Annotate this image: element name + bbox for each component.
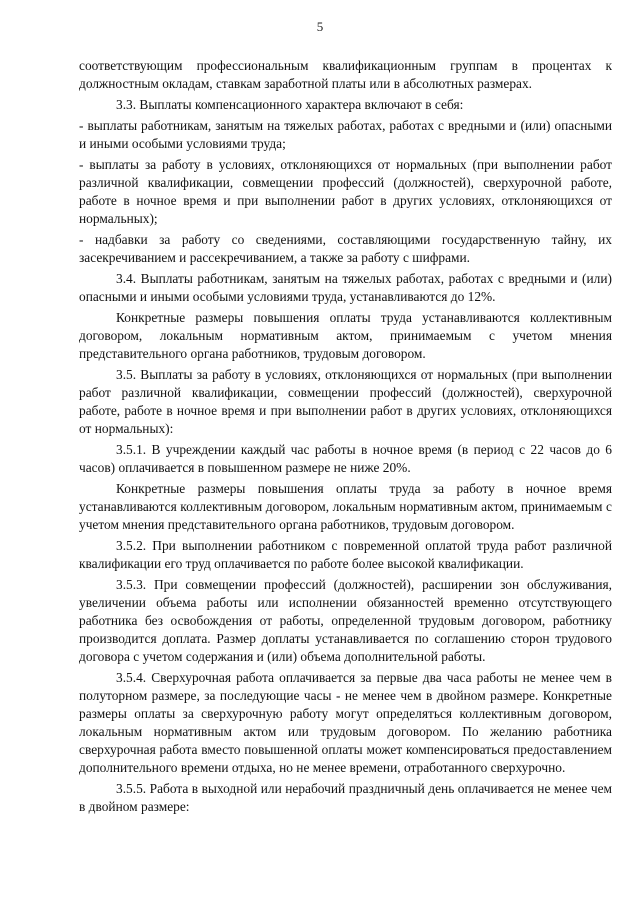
bullet-item: - выплаты за работу в условиях, отклоняющихся от нормальных (при выполнении работ различной квалификации, совмещении профессий (должностей), сверхурочной работе, работе в ночное время и при выполнении работ в других условиях, отклоняющихся от нормальных); [79,157,612,226]
bullet-item: - надбавки за работу со сведениями, составляющими государственную тайну, их засекречиванием и рассекречиванием, а также за работу с шифрами. [79,232,612,265]
paragraph-3-4: 3.4. Выплаты работникам, занятым на тяжелых работах, работах с вредными и (или) опасными и иными особыми условиями труда, устанавливаются до 12%. [79,271,612,304]
paragraph-3-5: 3.5. Выплаты за работу в условиях, отклоняющихся от нормальных (при выполнении работ различной квалификации, совмещении профессий (должностей), сверхурочной работе, работе в ночное время и при выполнении работ в других условиях, отклоняющихся от нормальных): [79,367,612,436]
document-body [79,57,612,819]
paragraph-3-5-2: 3.5.2. При выполнении работником с повременной оплатой труда работ различной квалификации его труд оплачивается по работе более высокой квалификации. [79,538,612,571]
page-number: 5 [316,19,324,34]
bullet-item: - выплаты работникам, занятым на тяжелых работах, работах с вредными и (или) опасными и иными особыми условиями труда; [79,118,612,151]
paragraph-3-3: 3.3. Выплаты компенсационного характера включают в себя: [116,97,464,112]
paragraph-3-5-3: 3.5.3. При совмещении профессий (должностей), расширении зон обслуживания, увеличении объема работы или исполнении обязанностей временно отсутствующего работника без освобождения от работы, определенной трудовым договором, работнику производится доплата. Размер доплаты устанавливается по соглашению сторон трудового договора с учетом содержания и (или) объема дополнительной работы. [79,577,612,664]
paragraph-3-5-4: 3.5.4. Сверхурочная работа оплачивается за первые два часа работы не менее чем в полуторном размере, за последующие часы - не менее чем в двойном размере. Конкретные размеры оплаты за сверхурочную работу могут определяться коллективным договором, локальным нормативным актом или трудовым договором. По желанию работника сверхурочная работа вместо повышенной оплаты может компенсироваться предоставлением дополнительного времени отдыха, но не менее времени, отработанного сверхурочно. [79,670,612,775]
paragraph: Конкретные размеры повышения оплаты труда за работу в ночное время устанавливаются коллективным договором, локальным нормативным актом, принимаемым с учетом мнения представительного органа работников, трудовым договором. [79,481,612,532]
paragraph: Конкретные размеры повышения оплаты труда устанавливаются коллективным договором, локальным нормативным актом, принимаемым с учетом мнения представительного органа работников, трудовым договором. [79,310,612,361]
paragraph-continuation: соответствующим профессиональным квалификационным группам в процентах к должностным окладам, ставкам заработной платы или в абсолютных размерах. [79,58,612,91]
paragraph-3-5-5: 3.5.5. Работа в выходной или нерабочий праздничный день оплачивается не менее чем в двойном размере: [79,781,612,814]
paragraph-3-5-1: 3.5.1. В учреждении каждый час работы в ночное время (в период с 22 часов до 6 часов) оплачивается в повышенном размере не ниже 20%. [79,442,612,475]
